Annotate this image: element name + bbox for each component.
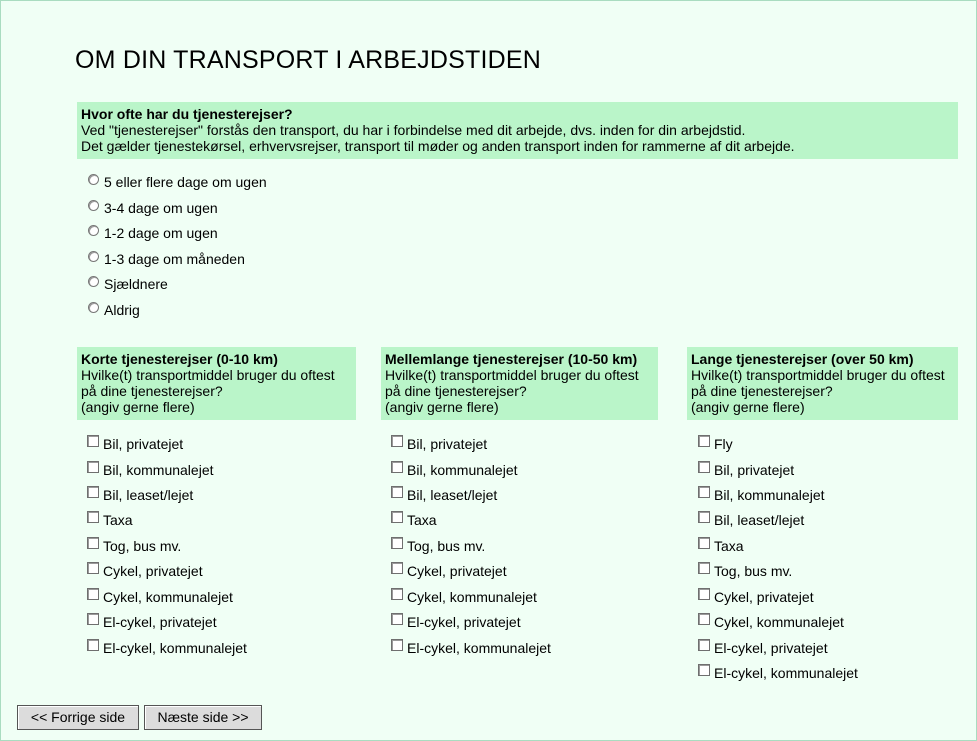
radio-label: 1-2 dage om ugen xyxy=(104,225,218,241)
radio-button[interactable] xyxy=(88,225,99,236)
checkbox-option[interactable] xyxy=(87,638,247,658)
checkbox[interactable] xyxy=(87,613,99,625)
checkbox-label: Taxa xyxy=(103,512,133,528)
radio-button[interactable] xyxy=(88,302,99,313)
group-description: Hvilke(t) transportmiddel bruger du oftest xyxy=(81,367,335,383)
checkbox-option[interactable] xyxy=(87,561,203,581)
radio-label: 3-4 dage om ugen xyxy=(104,200,218,216)
checkbox[interactable] xyxy=(698,639,710,651)
checkbox-label: Tog, bus mv. xyxy=(407,538,486,554)
radio-label: Aldrig xyxy=(104,302,140,318)
checkbox-option[interactable] xyxy=(87,460,214,480)
checkbox[interactable] xyxy=(391,562,403,574)
radio-label: Sjældnere xyxy=(104,276,168,292)
checkbox[interactable] xyxy=(87,435,99,447)
group-description: på dine tjenesterejser? xyxy=(81,383,223,399)
checkbox[interactable] xyxy=(698,588,710,600)
radio-option[interactable] xyxy=(88,274,168,294)
checkbox-option[interactable] xyxy=(391,510,437,530)
checkbox[interactable] xyxy=(87,588,99,600)
checkbox-option[interactable] xyxy=(87,485,193,505)
group-description: Hvilke(t) transportmiddel bruger du oftest xyxy=(691,367,945,383)
group-long-box xyxy=(687,347,958,420)
group-hint: (angiv gerne flere) xyxy=(385,399,499,415)
checkbox[interactable] xyxy=(698,461,710,473)
checkbox-label: Bil, kommunalejet xyxy=(103,462,214,478)
checkbox-option[interactable] xyxy=(698,638,828,658)
checkbox[interactable] xyxy=(87,537,99,549)
checkbox-label: El-cykel, kommunalejet xyxy=(714,665,858,681)
question-description: Det gælder tjenestekørsel, erhvervsrejser, transport til møder og anden transport inden for rammerne af dit arbejde. xyxy=(81,138,795,154)
checkbox-label: Tog, bus mv. xyxy=(103,538,182,554)
checkbox[interactable] xyxy=(391,461,403,473)
group-medium-box xyxy=(381,347,658,420)
checkbox[interactable] xyxy=(698,664,710,676)
checkbox-option[interactable] xyxy=(87,510,133,530)
checkbox[interactable] xyxy=(391,639,403,651)
checkbox-label: Cykel, privatejet xyxy=(103,563,203,579)
checkbox[interactable] xyxy=(391,486,403,498)
group-description: på dine tjenesterejser? xyxy=(385,383,527,399)
group-heading: Korte tjenesterejser (0-10 km) xyxy=(81,351,278,367)
checkbox[interactable] xyxy=(698,562,710,574)
radio-label: 5 eller flere dage om ugen xyxy=(104,174,267,190)
radio-button[interactable] xyxy=(88,276,99,287)
checkbox-label: Bil, kommunalejet xyxy=(714,487,825,503)
checkbox-label: El-cykel, privatejet xyxy=(407,614,521,630)
checkbox-label: El-cykel, privatejet xyxy=(103,614,217,630)
radio-button[interactable] xyxy=(88,174,99,185)
checkbox-label: Bil, privatejet xyxy=(407,436,488,452)
checkbox-label: Cykel, privatejet xyxy=(714,589,814,605)
radio-option[interactable] xyxy=(88,300,140,320)
checkbox[interactable] xyxy=(391,435,403,447)
checkbox-option[interactable] xyxy=(87,612,217,632)
checkbox[interactable] xyxy=(391,537,403,549)
group-heading: Lange tjenesterejser (over 50 km) xyxy=(691,351,914,367)
checkbox-label: Bil, leaset/lejet xyxy=(103,487,194,503)
checkbox[interactable] xyxy=(698,486,710,498)
checkbox-label: Cykel, kommunalejet xyxy=(714,614,844,630)
checkbox[interactable] xyxy=(87,461,99,473)
checkbox-option[interactable] xyxy=(391,638,551,658)
checkbox-option[interactable] xyxy=(698,460,794,480)
radio-button[interactable] xyxy=(88,200,99,211)
radio-option[interactable] xyxy=(88,249,245,269)
checkbox[interactable] xyxy=(391,511,403,523)
checkbox-option[interactable] xyxy=(391,485,497,505)
group-description: på dine tjenesterejser? xyxy=(691,383,833,399)
checkbox[interactable] xyxy=(87,511,99,523)
group-hint: (angiv gerne flere) xyxy=(691,399,805,415)
radio-button[interactable] xyxy=(88,251,99,262)
checkbox-option[interactable] xyxy=(391,612,521,632)
checkbox-label: Bil, kommunalejet xyxy=(407,462,518,478)
checkbox-option[interactable] xyxy=(391,434,487,454)
checkbox-option[interactable] xyxy=(698,510,804,530)
checkbox[interactable] xyxy=(391,588,403,600)
checkbox-label: Cykel, kommunalejet xyxy=(103,589,233,605)
checkbox[interactable] xyxy=(698,613,710,625)
checkbox[interactable] xyxy=(698,537,710,549)
checkbox-label: Cykel, kommunalejet xyxy=(407,589,537,605)
checkbox-label: Fly xyxy=(714,436,733,452)
checkbox[interactable] xyxy=(87,639,99,651)
question-description: Ved "tjenesterejser" forstås den transport, du har i forbindelse med dit arbejde, dvs. inden for din arbejdstid. xyxy=(81,122,746,138)
checkbox-label: Tog, bus mv. xyxy=(714,563,793,579)
checkbox-label: El-cykel, privatejet xyxy=(714,640,828,656)
checkbox[interactable] xyxy=(87,562,99,574)
checkbox-option[interactable] xyxy=(87,434,183,454)
radio-option[interactable] xyxy=(88,223,218,243)
checkbox[interactable] xyxy=(391,613,403,625)
checkbox-option[interactable] xyxy=(391,561,507,581)
checkbox-option[interactable] xyxy=(698,434,733,454)
checkbox-label: Bil, privatejet xyxy=(714,462,795,478)
checkbox-option[interactable] xyxy=(87,536,181,556)
page-title: OM DIN TRANSPORT I ARBEJDSTIDEN xyxy=(75,46,542,74)
checkbox-option[interactable] xyxy=(391,460,518,480)
checkbox-option[interactable] xyxy=(698,663,858,683)
radio-label: 1-3 dage om måneden xyxy=(104,251,245,267)
next-page-button[interactable]: Næste side >> xyxy=(144,705,262,730)
checkbox-option[interactable] xyxy=(698,587,814,607)
group-description: Hvilke(t) transportmiddel bruger du oftest xyxy=(385,367,639,383)
question-frequency-box xyxy=(77,102,958,159)
checkbox-option[interactable] xyxy=(87,587,233,607)
checkbox-option[interactable] xyxy=(698,536,744,556)
checkbox-option[interactable] xyxy=(698,612,844,632)
checkbox[interactable] xyxy=(698,511,710,523)
question-heading: Hvor ofte har du tjenesterejser? xyxy=(81,106,293,122)
previous-page-button[interactable]: << Forrige side xyxy=(17,705,139,730)
checkbox[interactable] xyxy=(87,486,99,498)
group-short-box xyxy=(77,347,356,420)
checkbox-label: Bil, leaset/lejet xyxy=(407,487,498,503)
checkbox-label: Taxa xyxy=(407,512,437,528)
checkbox-label: Bil, privatejet xyxy=(103,436,184,452)
checkbox-label: El-cykel, kommunalejet xyxy=(407,640,551,656)
group-hint: (angiv gerne flere) xyxy=(81,399,195,415)
radio-option[interactable] xyxy=(88,172,267,192)
checkbox-label: Taxa xyxy=(714,538,744,554)
checkbox[interactable] xyxy=(698,435,710,447)
checkbox-label: Cykel, privatejet xyxy=(407,563,507,579)
checkbox-label: El-cykel, kommunalejet xyxy=(103,640,247,656)
checkbox-label: Bil, leaset/lejet xyxy=(714,512,805,528)
radio-option[interactable] xyxy=(88,198,218,218)
checkbox-option[interactable] xyxy=(698,485,825,505)
group-heading: Mellemlange tjenesterejser (10-50 km) xyxy=(385,351,638,367)
checkbox-option[interactable] xyxy=(698,561,792,581)
checkbox-option[interactable] xyxy=(391,536,485,556)
checkbox-option[interactable] xyxy=(391,587,537,607)
